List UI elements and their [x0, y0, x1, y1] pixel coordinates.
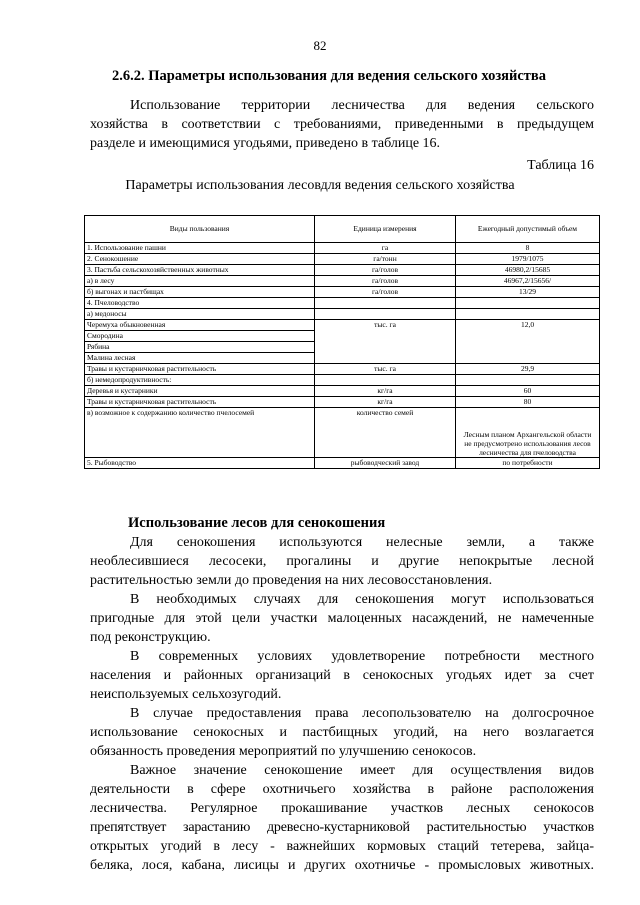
cell-volume [456, 298, 600, 309]
cell-usage-type: Травы и кустарничковая растительность [85, 364, 315, 375]
table-row [85, 320, 600, 331]
cell-unit [315, 298, 456, 309]
paragraph-line: под реконструкцию. [90, 630, 211, 645]
header-annual-volume: Ежегодный допустимый объем [456, 216, 600, 243]
paragraph [90, 590, 594, 647]
table-row [85, 243, 600, 254]
cell-volume: 60 [456, 386, 600, 397]
paragraph-line: использование сенокосных и пастбищных угодий, на него возлагается [90, 725, 594, 740]
page-number: 82 [313, 38, 327, 53]
cell-volume [456, 309, 600, 320]
cell-unit: кг/га [315, 397, 456, 408]
cell-usage-type: б) выгонах и пастбищах [85, 287, 315, 298]
cell-unit: кг/га [315, 386, 456, 397]
cell-unit: тыс. га [315, 364, 456, 375]
cell-usage-type: Травы и кустарничковая растительность [85, 397, 315, 408]
cell-unit: количество семей [315, 408, 456, 458]
cell-usage-type: Рябина [85, 342, 315, 353]
paragraph [90, 647, 594, 704]
cell-unit: га/голов [315, 276, 456, 287]
cell-unit: га/тонн [315, 254, 456, 265]
paragraph-line: препятствует зарастанию древесно-кустарниковой растительностью участков [90, 820, 594, 835]
cell-usage-type: а) медоносы [85, 309, 315, 320]
cell-usage-type: 4. Пчеловодство [85, 298, 315, 309]
table-row [85, 397, 600, 408]
cell-usage-type: Деревья и кустарники [85, 386, 315, 397]
table-row [85, 254, 600, 265]
cell-volume: 13/29 [456, 287, 600, 298]
paragraph-line: растительностью земли до проведения на них лесовосстановления. [90, 573, 493, 588]
cell-usage-type: в) возможное к содержанию количество пчелосемей [85, 408, 315, 458]
cell-usage-type: Смородина [85, 331, 315, 342]
table-row [85, 386, 600, 397]
cell-volume: Лесным планом Архангельской области не предусмотрено использования лесов лесничества для пчеловодства [456, 408, 600, 458]
paragraph [90, 704, 594, 761]
cell-unit: га [315, 243, 456, 254]
intro-line: хозяйства в соответствии с требованиями, приведенными в предыдущем [90, 117, 594, 132]
intro-line: Использование территории лесничества для ведения сельского [130, 98, 594, 113]
paragraph-line: беляка, лося, кабана, лисицы и других охотничье - промысловых животных. [90, 858, 594, 873]
paragraph-line: В современных условиях удовлетворение потребности местного [130, 649, 594, 664]
cell-volume: 29,9 [456, 364, 600, 375]
intro-line: разделе и имеющимися угодьями, приведено в таблице 16. [90, 136, 441, 151]
body-text [90, 533, 594, 875]
paragraph [90, 533, 594, 590]
table-row [85, 458, 600, 469]
parameters-table [84, 215, 600, 469]
paragraph-line: пригодные для этой цели участки малоценных насаждений, не намеченные [90, 611, 594, 626]
cell-unit: га/голов [315, 287, 456, 298]
table-row [85, 364, 600, 375]
cell-volume: 8 [456, 243, 600, 254]
header-usage-type: Виды пользования [85, 216, 315, 243]
cell-volume: 80 [456, 397, 600, 408]
cell-unit: га/голов [315, 265, 456, 276]
cell-unit [315, 375, 456, 386]
cell-volume [456, 375, 600, 386]
cell-usage-type: Малина лесная [85, 353, 315, 364]
table-caption: Параметры использования лесовдля ведения сельского хозяйства [125, 178, 515, 193]
table-row [85, 287, 600, 298]
cell-usage-type: 3. Пастьба сельскохозяйственных животных [85, 265, 315, 276]
paragraph [90, 761, 594, 875]
paragraph-line: лесничества. Регулярное прокашивание участков лесных сенокосов [90, 801, 594, 816]
cell-volume: 12,0 [456, 320, 600, 364]
paragraph-line: деятельности в сфере охотничьего хозяйства в районе расположения [90, 782, 594, 797]
cell-usage-type: 1. Использование пашни [85, 243, 315, 254]
table-row [85, 375, 600, 386]
paragraph-line: В необходимых случаях для сенокошения могут использоваться [130, 592, 594, 607]
cell-unit: рыбоводческий завод [315, 458, 456, 469]
intro-paragraph [90, 96, 594, 153]
paragraph-line: открытых угодий в лесу - важнейших кормовых стаций тетерева, зайца- [90, 839, 594, 854]
cell-usage-type: 2. Сенокошение [85, 254, 315, 265]
cell-unit: тыс. га [315, 320, 456, 364]
subsection-title: Использование лесов для сенокошения [128, 515, 386, 531]
cell-unit [315, 309, 456, 320]
paragraph-line: необлесившиеся лесосеки, прогалины и другие непокрытые лесной [90, 554, 594, 569]
paragraph-line: неиспользуемых сельхозугодий. [90, 687, 282, 702]
paragraph-line: Важное значение сенокошение имеет для осуществления видов [130, 763, 594, 778]
table-row [85, 298, 600, 309]
paragraph-line: В случае предоставления права лесопользователю на долгосрочное [130, 706, 594, 721]
cell-usage-type: б) немедопродуктивность: [85, 375, 315, 386]
table-row [85, 309, 600, 320]
paragraph-line: Для сенокошения используются нелесные земли, а также [130, 535, 594, 550]
table-row [85, 276, 600, 287]
cell-volume: 1979/1075 [456, 254, 600, 265]
cell-usage-type: Черемуха обыкновенная [85, 320, 315, 331]
paragraph-line: населения и районных организаций в сенокосных угодьях идет за счет [90, 668, 594, 683]
cell-volume: 46967,2/15656/ [456, 276, 600, 287]
cell-usage-type: а) в лесу [85, 276, 315, 287]
cell-usage-type: 5. Рыбоводство [85, 458, 315, 469]
paragraph-line: обязанность проведения мероприятий по улучшению сенокосов. [90, 744, 477, 759]
header-unit: Единица измерения [315, 216, 456, 243]
section-title: 2.6.2. Параметры использования для ведения сельского хозяйства [112, 68, 546, 84]
cell-volume: 46980,2/15685 [456, 265, 600, 276]
table-label: Таблица 16 [527, 158, 594, 173]
table-header-row [85, 216, 600, 243]
cell-volume: по потребности [456, 458, 600, 469]
table-row [85, 265, 600, 276]
table-row [85, 408, 600, 458]
